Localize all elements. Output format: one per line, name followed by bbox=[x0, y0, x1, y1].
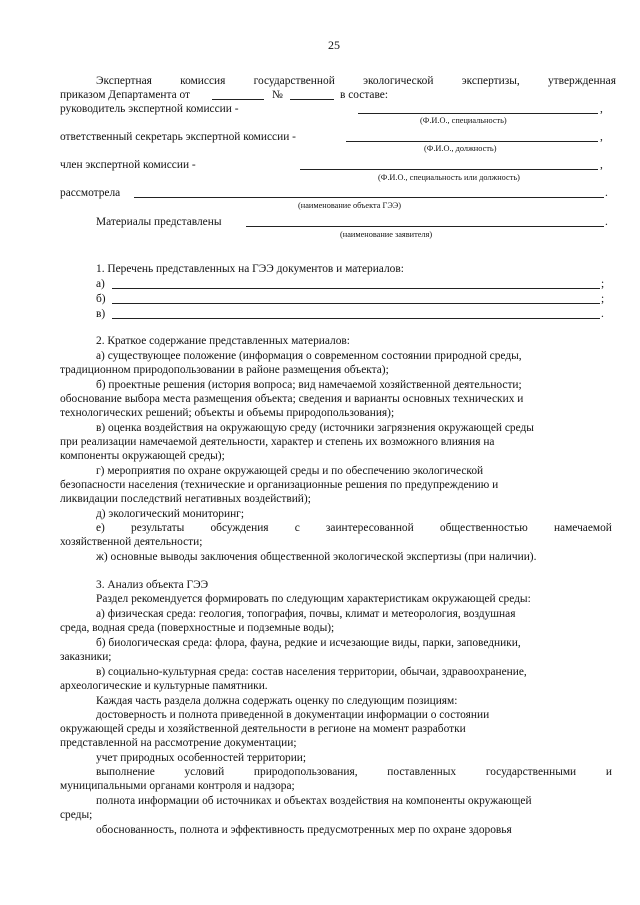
head-hint: (Ф.И.О., специальность) bbox=[420, 116, 507, 125]
section-3-text: окружающей среды и хозяйственной деятельности в регионе на момент разработки bbox=[60, 723, 466, 735]
section-2-title: 2. Краткое содержание представленных материалов: bbox=[96, 335, 350, 347]
member-label: член экспертной комиссии - bbox=[60, 159, 196, 171]
list-item-a: а) bbox=[96, 278, 105, 290]
materials-label: Материалы представлены bbox=[96, 216, 222, 228]
section-2-text: технологических решений; объекты и объемы природопользования); bbox=[60, 407, 395, 419]
list-item-b: б) bbox=[96, 293, 106, 305]
section-2-text: а) существующее положение (информация о современном состоянии природной среды, bbox=[96, 350, 522, 362]
head-blank[interactable] bbox=[358, 113, 598, 114]
member-hint: (Ф.И.О., специальность или должность) bbox=[378, 173, 520, 182]
member-blank[interactable] bbox=[300, 169, 598, 170]
section-3-text: среды; bbox=[60, 809, 93, 821]
section-2-text: в) оценка воздействия на окружающую среду (источники загрязнения окружающей среды bbox=[96, 422, 534, 434]
list-item-c: в) bbox=[96, 308, 106, 320]
section-2-text: при реализации намечаемой деятельности, характер и степень их возможного влияния на bbox=[60, 436, 495, 448]
section-2-text: е) результаты обсуждения с заинтересованной общественностью намечаемой bbox=[96, 522, 612, 534]
section-3-text: среда, водная среда (поверхностные и подземные воды); bbox=[60, 622, 335, 634]
page-number: 25 bbox=[328, 38, 340, 52]
intro-line-2-end: в составе: bbox=[340, 89, 389, 101]
list-item-b-blank[interactable] bbox=[112, 303, 600, 304]
section-3-text: выполнение условий природопользования, поставленных государственными и bbox=[96, 766, 612, 778]
number-sign: № bbox=[272, 89, 283, 101]
section-3-text: археологические и культурные памятники. bbox=[60, 680, 268, 692]
section-2-text: обоснование выбора места размещения объекта; сведения и варианты основных технических и bbox=[60, 393, 524, 405]
section-2-text: г) мероприятия по охране окружающей среды и по обеспечению экологической bbox=[96, 465, 484, 477]
section-3-title: 3. Анализ объекта ГЭЭ bbox=[96, 579, 209, 591]
section-3-text: представленной на рассмотрение документации; bbox=[60, 737, 297, 749]
document-page: 25 Экспертная комиссия государственной экологической экспертизы, утвержденная приказом Департамента от № в составе: руководитель экспертной комиссии - , (Ф.И.О., специальность) ответственный секретарь экспертной комиссии - , (Ф.И.О., должность) член экспертной комиссии - , (Ф.И.О., специальность или должность) рассмотрела . (наименование объекта ГЭЭ) Материалы представлены . (наименование заявителя) 1. Перечень представленных на ГЭЭ документов и материалов: а) ; б) ; в) . 2. Краткое содержание представленных материалов: а) существующее положение (информация о современном состоянии природной среды, традиционном природопользовании в районе размещения объекта); б) проектные решения (история вопроса; вид намечаемой хозяйственной деятельности; обоснование выбора места размещения объекта; сведения и варианты основных технических и технологических решений; объекты и объемы природопользования); в) оценка воздействия на окружающую среду (источники загрязнения окружающей среды при реализации намечаемой деятельности, характер и степень их возможного влияния на компоненты окружающей среды); г) мероприятия по охране окружающей среды и по обеспечению экологической безопасности населения (технические и организационные решения по предупреждению и ликвидации последствий негативных воздействий); д) экологический мониторинг; е) результаты обсуждения с заинтересованной общественностью намечаемой хозяйственной деятельности; ж) основные выводы заключения общественной экологической экспертизы (при наличии). 3. Анализ объекта ГЭЭ Раздел рекомендуется формировать по следующим характеристикам окружающей среды: а) физическая среда: геология, топография, почвы, климат и метеорология, воздушная среда, водная среда (поверхностные и подземные воды); б) биологическая среда: флора, фауна, редкие и исчезающие виды, парки, заповедники, заказники; в) социально-культурная среда: состав населения территории, обычаи, здравоохранение, археологические и культурные памятники. Каждая часть раздела должна содержать оценку по следующим позициям: достоверность и полнота приведенной в документации информации о состоянии окружающей среды и хозяйственной деятельности в регионе на момент разработки представленной на рассмотрение документации; учет природных особенностей территории; выполнение условий природопользования, поставленных государственными и муниципальными органами контроля и надзора; полнота информации об источниках и объектах воздействия на компоненты окружающей среды; обоснованность, полнота и эффективность предусмотренных мер по охране здоровья bbox=[60, 38, 616, 836]
section-2-text: безопасности населения (технические и организационные решения по предупреждению и bbox=[60, 479, 499, 491]
list-item-c-blank[interactable] bbox=[112, 318, 600, 319]
section-3-text: муниципальными органами контроля и надзора; bbox=[60, 780, 295, 792]
reviewed-hint: (наименование объекта ГЭЭ) bbox=[298, 201, 402, 210]
section-3-text: а) физическая среда: геология, топография, почвы, климат и метеорология, воздушная bbox=[96, 608, 516, 620]
section-3-text: Раздел рекомендуется формировать по следующим характеристикам окружающей среды: bbox=[96, 593, 531, 605]
section-3-text: обоснованность, полнота и эффективность предусмотренных мер по охране здоровья bbox=[96, 824, 512, 836]
secretary-blank[interactable] bbox=[346, 141, 598, 142]
section-2-text: компоненты окружающей среды); bbox=[60, 450, 225, 462]
list-item-a-blank[interactable] bbox=[112, 288, 600, 289]
head-label: руководитель экспертной комиссии - bbox=[60, 103, 239, 115]
order-number-blank[interactable] bbox=[290, 99, 334, 100]
section-2-text: хозяйственной деятельности; bbox=[60, 536, 203, 548]
section-3-text: достоверность и полнота приведенной в документации информации о состоянии bbox=[96, 709, 490, 721]
section-2-text: б) проектные решения (история вопроса; вид намечаемой хозяйственной деятельности; bbox=[96, 379, 522, 391]
section-2-text: ликвидации последствий негативных воздействий); bbox=[60, 493, 311, 505]
section-2-text: традиционном природопользовании в районе размещения объекта); bbox=[60, 364, 389, 376]
section-2-text: ж) основные выводы заключения общественной экологической экспертизы (при наличии). bbox=[96, 551, 537, 563]
secretary-hint: (Ф.И.О., должность) bbox=[424, 144, 497, 153]
section-3-text: Каждая часть раздела должна содержать оценку по следующим позициям: bbox=[96, 695, 458, 707]
secretary-label: ответственный секретарь экспертной комиссии - bbox=[60, 131, 296, 143]
reviewed-label: рассмотрела bbox=[60, 187, 121, 199]
materials-hint: (наименование заявителя) bbox=[340, 230, 433, 239]
date-blank[interactable] bbox=[212, 99, 264, 100]
intro-line-2-start: приказом Департамента от bbox=[60, 89, 191, 101]
section-3-text: заказники; bbox=[60, 651, 112, 663]
reviewed-blank[interactable] bbox=[134, 197, 604, 198]
section-3-text: б) биологическая среда: флора, фауна, редкие и исчезающие виды, парки, заповедники, bbox=[96, 637, 521, 649]
materials-blank[interactable] bbox=[246, 226, 604, 227]
section-2-text: д) экологический мониторинг; bbox=[96, 508, 245, 520]
section-1-title: 1. Перечень представленных на ГЭЭ документов и материалов: bbox=[96, 263, 404, 275]
section-3-text: в) социально-культурная среда: состав населения территории, обычаи, здравоохранение, bbox=[96, 666, 527, 678]
section-3-text: полнота информации об источниках и объектах воздействия на компоненты окружающей bbox=[96, 795, 532, 807]
section-3-text: учет природных особенностей территории; bbox=[96, 752, 307, 764]
intro-line-1: Экспертная комиссия государственной экологической экспертизы, утвержденная bbox=[96, 75, 616, 87]
